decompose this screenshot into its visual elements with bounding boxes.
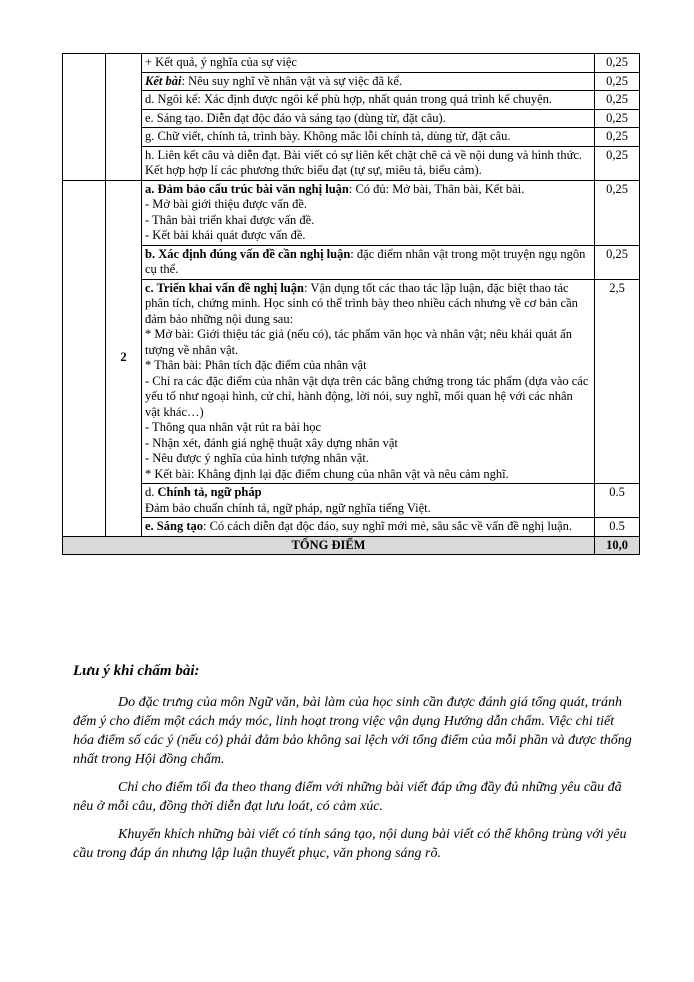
table-row (63, 279, 640, 484)
criterion-cell (142, 245, 595, 279)
total-label: TỔNG ĐIỂM (63, 536, 595, 555)
criterion-line: * Mở bài: Giới thiệu tác giả (nếu có), tác phẩm văn học và nhân vật; nêu khái quát ấn tượng về nhân vật. (145, 327, 572, 357)
table-row (63, 109, 640, 128)
criterion-text: e. Sáng tạo. Diễn đạt độc đáo và sáng tạo (dùng từ, đặt câu). (145, 110, 446, 125)
criterion-text: : Có đủ: Mở bài, Thân bài, Kết bài. (348, 181, 525, 196)
criterion-line: - Thân bài triển khai được vấn đề. (145, 212, 315, 227)
grading-table (62, 53, 640, 555)
criterion-heading: b. Xác định đúng vấn đề cần nghị luận (145, 246, 351, 261)
table-row (63, 146, 640, 180)
notes-paragraph: Khuyến khích những bài viết có tính sáng tạo, nội dung bài viết có thể không trùng với yêu cầu trong đáp án nhưng lập luận thuyết phục, văn phong sáng rõ. (73, 827, 627, 861)
notes-paragraph: Chỉ cho điểm tối đa theo thang điểm với những bài viết đáp ứng đầy đủ những yêu cầu đã nêu ở mỗi câu, đồng thời diễn đạt lưu loát, có cảm xúc. (73, 780, 622, 814)
criterion-cell (142, 72, 595, 91)
criterion-heading: e. Sáng tạo (145, 519, 203, 533)
criterion-cell (142, 180, 595, 245)
section-cell (63, 180, 106, 536)
criterion-cell (142, 109, 595, 128)
table-row (63, 128, 640, 147)
score-cell: 0,25 (595, 128, 640, 147)
criterion-line: - Nêu được ý nghĩa của hình tượng nhân vật. (145, 451, 369, 465)
criterion-line: - Kết bài khái quát được vấn đề. (145, 228, 306, 242)
notes-paragraph: Do đặc trưng của môn Ngữ văn, bài làm của học sinh cần được đánh giá tổng quát, tránh đếm ý cho điểm một cách máy móc, linh hoạt trong việc vận dụng Hướng dẫn chấm. Việc chi tiết hóa điểm số các ý (nếu có) phải đảm bảo không sai lệch với tổng điểm của mỗi phần và được thống nhất trong Hội đồng chấm. (73, 695, 632, 767)
score-cell: 0,25 (595, 146, 640, 180)
table-row (63, 91, 640, 110)
criterion-text: d. Ngôi kể: Xác định được ngôi kể phù hợp, nhất quán trong quá trình kể chuyện. (145, 92, 553, 106)
score-cell: 0,25 (595, 72, 640, 91)
criterion-cell (142, 146, 595, 180)
criterion-cell (142, 279, 595, 484)
table-row (63, 54, 640, 73)
question-number: 2 (106, 180, 142, 536)
criterion-line: * Thân bài: Phân tích đặc điểm của nhân vật (145, 358, 367, 372)
table-row (63, 484, 640, 518)
criterion-heading: c. Triển khai vấn đề nghị luận (145, 280, 304, 295)
table-row (63, 180, 640, 245)
criterion-line: - Nhận xét, đánh giá nghệ thuật xây dựng nhân vật (145, 435, 398, 450)
criterion-line: - Mở bài giới thiệu được vấn đề. (145, 197, 307, 211)
score-cell: 2,5 (595, 279, 640, 484)
score-cell: 0.5 (595, 518, 640, 537)
grading-notes (73, 662, 633, 872)
total-row (63, 536, 640, 555)
table-row (63, 72, 640, 91)
criterion-text: h. Liên kết câu và diễn đạt. Bài viết có sự liên kết chặt chẽ cả về nội dung và hình thức. Kết hợp hợp lí các phương thức biểu đạt (tự sự, miêu tả, biểu cảm). (145, 147, 583, 177)
score-cell: 0,25 (595, 54, 640, 73)
criterion-line: - Thông qua nhân vật rút ra bài học (145, 420, 322, 434)
criterion-prefix: d. (145, 485, 158, 499)
notes-title: Lưu ý khi chấm bài: (73, 663, 200, 679)
criterion-cell (142, 484, 595, 518)
criterion-text: g. Chữ viết, chính tả, trình bày. Không mắc lỗi chính tả, dùng từ, đặt câu. (145, 129, 511, 143)
table-row (63, 518, 640, 537)
criterion-line: Đảm bảo chuẩn chính tả, ngữ pháp, ngữ nghĩa tiếng Việt. (145, 500, 431, 515)
question-cell (106, 54, 142, 181)
criterion-cell (142, 54, 595, 73)
criterion-cell (142, 518, 595, 537)
criterion-line: * Kết bài: Khẳng định lại đặc điểm chung của nhân vật và nêu cảm nghĩ. (145, 466, 509, 481)
criterion-heading: Chính tả, ngữ pháp (157, 485, 262, 499)
table-row (63, 245, 640, 279)
criterion-text: : Vận dụng tốt các thao tác lập luận, đặc biệt thao tác phân tích, chứng minh. Học sinh có thể trình bày theo nhiều cách nhưng về cơ bản cần đảm bảo những nội dung sau: (145, 280, 578, 326)
score-cell: 0,25 (595, 180, 640, 245)
criterion-text: + Kết quả, ý nghĩa của sự việc (145, 55, 297, 69)
score-cell: 0,25 (595, 109, 640, 128)
criterion-text: : đặc điểm nhân vật trong một truyện ngụ ngôn cụ thể. (145, 246, 586, 276)
section-cell (63, 54, 106, 181)
total-score: 10,0 (595, 536, 640, 555)
criterion-text: : Nêu suy nghĩ về nhân vật và sự việc đã kể. (181, 73, 403, 88)
criterion-heading: a. Đảm bảo cấu trúc bài văn nghị luận (145, 181, 349, 196)
criterion-line: - Chỉ ra các đặc điểm của nhân vật dựa trên các bằng chứng trong tác phẩm (dựa vào các yếu tố như ngoại hình, cử chỉ, hành động, lời nói, suy nghĩ, mối quan hệ với các nhân vật khác…) (145, 373, 589, 419)
score-cell: 0,25 (595, 91, 640, 110)
criterion-cell (142, 128, 595, 147)
score-cell: 0,25 (595, 245, 640, 279)
criterion-text: : Có cách diễn đạt độc đáo, suy nghĩ mới mẻ, sâu sắc về vấn đề nghị luận. (203, 519, 573, 533)
criterion-cell (142, 91, 595, 110)
criterion-heading: Kết bài (145, 73, 182, 88)
score-cell: 0.5 (595, 484, 640, 518)
